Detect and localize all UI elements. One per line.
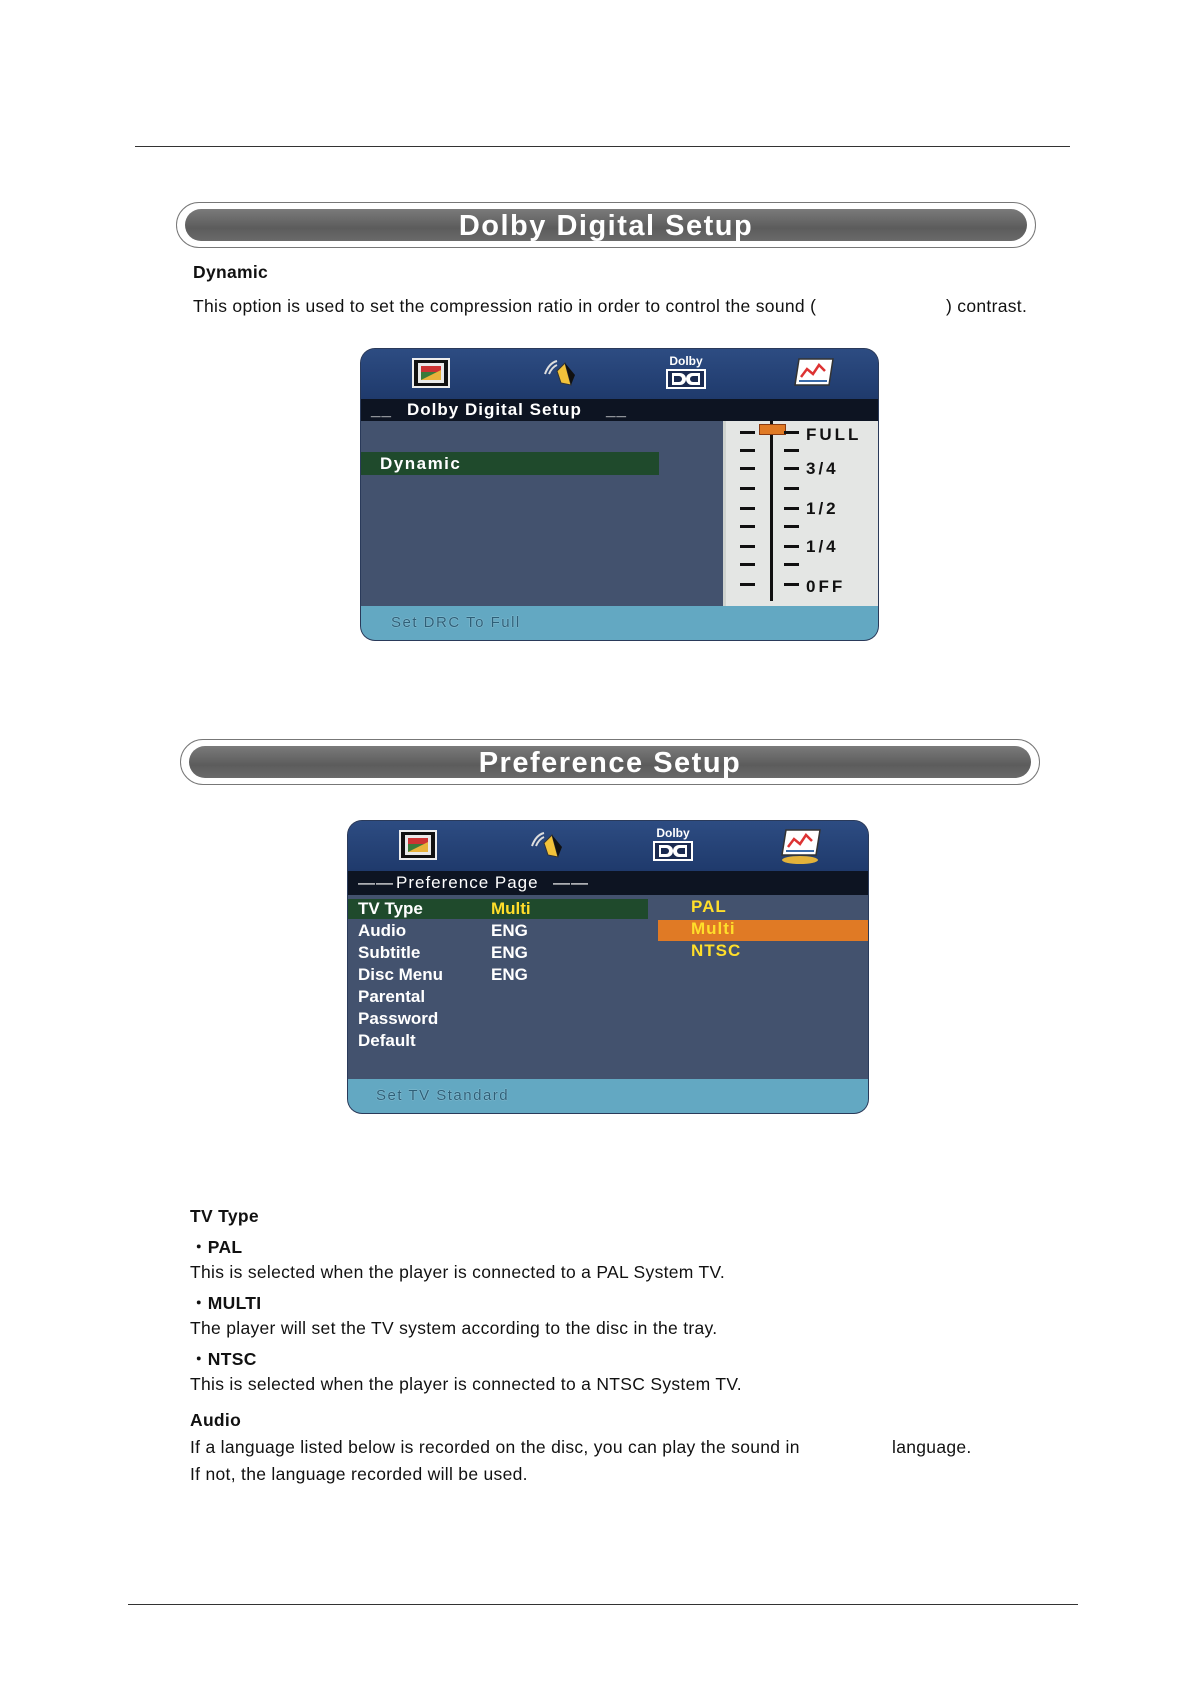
multi-title: ・MULTI — [190, 1293, 262, 1313]
dolby-status-bar — [361, 606, 878, 640]
dolby-menu-title-bar — [361, 399, 878, 421]
dynamic-heading: Dynamic — [193, 262, 269, 282]
drc-slider-track — [770, 421, 773, 601]
pref-item-value: Multi — [491, 899, 531, 918]
scale-tick-right — [784, 467, 799, 470]
dolby-setup-menu — [361, 349, 878, 640]
scale-tick-left — [740, 467, 755, 470]
pal-title: ・PAL — [190, 1237, 243, 1257]
pref-item-label[interactable]: Parental — [358, 987, 426, 1006]
drc-scale-label[interactable]: FULL — [806, 425, 862, 444]
dolby-status-text: Set DRC To Full — [391, 614, 521, 631]
multi-option-highlight — [658, 920, 868, 941]
scale-tick-right — [784, 545, 799, 548]
preference-menu — [348, 821, 868, 1113]
preference-status-text: Set TV Standard — [376, 1087, 510, 1104]
tv-type-heading: TV Type — [190, 1206, 259, 1226]
pref-item-label[interactable]: Default — [358, 1031, 416, 1050]
scale-tick-left — [740, 563, 755, 566]
title-prefix: —— — [358, 873, 394, 892]
speaker-audio-icon[interactable] — [539, 357, 583, 396]
ntsc-title: ・NTSC — [190, 1349, 257, 1369]
ntsc-description: This is selected when the player is connected to a NTSC System TV. — [190, 1374, 742, 1394]
preference-menu-title: Preference Page — [396, 873, 539, 892]
preference-picture-icon[interactable] — [778, 827, 824, 870]
tv-screen-icon[interactable] — [398, 829, 438, 866]
title-suffix: __ — [606, 400, 627, 419]
tv-type-option[interactable]: NTSC — [691, 941, 742, 960]
dolby-setup-banner-title: Dolby Digital Setup — [185, 209, 1027, 241]
audio-description-line1-b: language. — [892, 1437, 972, 1457]
drc-scale-label[interactable]: 0FF — [806, 577, 846, 596]
title-prefix: __ — [371, 400, 392, 419]
preference-setup-banner-title: Preference Setup — [189, 746, 1031, 778]
scale-tick-left — [740, 507, 755, 510]
scale-tick-right — [784, 487, 799, 490]
scale-tick-right — [784, 431, 799, 434]
scale-tick-left — [740, 525, 755, 528]
dolby-icon[interactable]: Dolby — [664, 355, 708, 397]
drc-slider-thumb[interactable] — [759, 424, 786, 435]
dolby-setup-banner — [176, 202, 1036, 248]
pref-item-value: ENG — [491, 921, 528, 940]
pal-description: This is selected when the player is connected to a PAL System TV. — [190, 1262, 726, 1282]
drc-scale-panel — [723, 421, 878, 606]
preference-menu-title-bar — [348, 871, 868, 895]
tv-type-option[interactable]: PAL — [691, 897, 727, 916]
pref-item-label[interactable]: TV Type — [358, 899, 423, 918]
pref-item-label[interactable]: Audio — [358, 921, 407, 940]
preference-status-bar — [348, 1079, 868, 1113]
scale-tick-right — [784, 563, 799, 566]
bottom-rule — [128, 1604, 1078, 1605]
drc-scale-label[interactable]: 3/4 — [806, 459, 839, 478]
pref-item-label[interactable]: Disc Menu — [358, 965, 444, 984]
dynamic-description-part2: ) contrast. — [946, 296, 1028, 316]
dynamic-menu-item-label: Dynamic — [380, 454, 462, 473]
audio-description-line2: If not, the language recorded will be used. — [190, 1464, 528, 1484]
pref-item-value: ENG — [491, 965, 528, 984]
dolby-icon[interactable]: Dolby — [651, 827, 695, 869]
pref-item-value: ENG — [491, 943, 528, 962]
title-suffix: —— — [553, 873, 589, 892]
scale-tick-left — [740, 583, 755, 586]
audio-heading: Audio — [190, 1410, 242, 1430]
scale-tick-left — [740, 431, 755, 434]
multi-description: The player will set the TV system according to the disc in the tray. — [190, 1318, 718, 1338]
scale-tick-left — [740, 487, 755, 490]
drc-scale-label[interactable]: 1/4 — [806, 537, 839, 556]
scale-tick-left — [740, 545, 755, 548]
tv-type-option[interactable]: Multi — [691, 919, 736, 938]
pref-item-label[interactable]: Password — [358, 1009, 439, 1028]
tv-screen-icon[interactable] — [411, 357, 451, 394]
dolby-menu-title: Dolby Digital Setup — [407, 400, 582, 419]
dynamic-menu-item[interactable] — [361, 452, 659, 475]
preference-picture-icon[interactable] — [791, 355, 837, 396]
drc-scale-label[interactable]: 1/2 — [806, 499, 839, 518]
scale-tick-left — [740, 449, 755, 452]
scale-tick-right — [784, 525, 799, 528]
scale-tick-right — [784, 507, 799, 510]
scale-tick-right — [784, 583, 799, 586]
dynamic-description-part1: This option is used to set the compression ratio in order to control the sound ( — [193, 296, 817, 316]
top-rule — [135, 146, 1070, 147]
preference-setup-banner — [180, 739, 1040, 785]
audio-description-line1-a: If a language listed below is recorded on the disc, you can play the sound in — [190, 1437, 800, 1457]
pref-item-label[interactable]: Subtitle — [358, 943, 421, 962]
scale-tick-right — [784, 449, 799, 452]
speaker-audio-icon[interactable] — [526, 829, 570, 868]
